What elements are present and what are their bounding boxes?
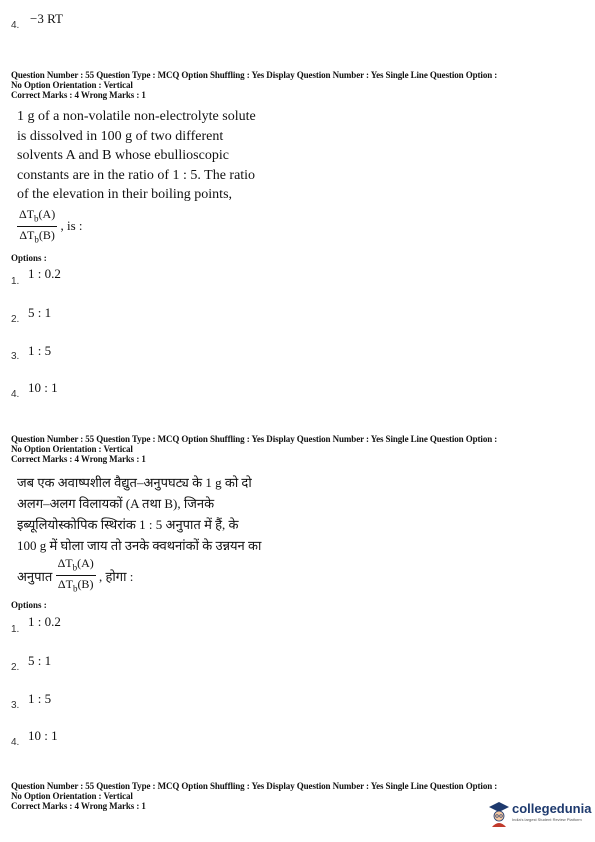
marks-line: Correct Marks : 4 Wrong Marks : 1 — [11, 90, 146, 100]
meta-line-2: No Option Orientation : Vertical — [11, 444, 133, 454]
body-line: constants are in the ratio of 1 : 5. The ratio — [17, 167, 256, 183]
question-meta — [11, 434, 591, 464]
question-body — [17, 472, 261, 556]
option-number: 2. — [11, 662, 20, 673]
option-number: 2. — [11, 314, 20, 325]
body-line: of the elevation in their boiling points, — [17, 187, 233, 202]
body-line: जब एक अवाष्पशील वैद्युत–अनुपघट्य के 1 g को दो — [17, 475, 252, 490]
option-text[interactable]: 10 : 1 — [28, 728, 58, 743]
option-number: 1. — [11, 624, 20, 635]
after-fraction-text: , होगा : — [99, 568, 134, 584]
options-label: Options : — [11, 600, 47, 610]
marks-line: Correct Marks : 4 Wrong Marks : 1 — [11, 801, 146, 811]
ratio-expression — [17, 207, 83, 247]
option-text[interactable]: 5 : 1 — [28, 305, 52, 320]
option-number: 4. — [11, 737, 20, 748]
marks-line: Correct Marks : 4 Wrong Marks : 1 — [11, 454, 146, 464]
option-text[interactable]: 1 : 0.2 — [28, 614, 61, 629]
option-number: 1. — [11, 276, 20, 287]
body-line: 100 g में घोला जाय तो उनके क्वथनांकों के उन्नयन का — [17, 538, 262, 553]
option-text: −3 RT — [30, 11, 63, 26]
option-number: 3. — [11, 700, 20, 711]
body-line: अलग–अलग विलायकों (A तथा B), जिनके — [17, 496, 215, 511]
option-text[interactable]: 1 : 0.2 — [28, 266, 61, 281]
option-number: 3. — [11, 351, 20, 362]
body-line: solvents A and B whose ebullioscopic — [17, 148, 229, 163]
fraction: $\frac{\Delta T_b(A)}{\Delta T_b(B)}$ — [19, 207, 56, 245]
option-text[interactable]: 5 : 1 — [28, 653, 52, 668]
logo-text: collegedunia — [512, 801, 592, 816]
meta-line-2: No Option Orientation : Vertical — [11, 80, 133, 90]
question-body — [17, 107, 256, 205]
meta-line-1: Question Number : 55 Question Type : MCQ Option Shuffling : Yes Display Question Number : Yes Single Line Question Option : — [11, 70, 498, 80]
option-number: 4. — [11, 389, 20, 400]
question-meta — [11, 70, 591, 100]
meta-line-1: Question Number : 55 Question Type : MCQ Option Shuffling : Yes Display Question Number : Yes Single Line Question Option : — [11, 434, 498, 444]
after-fraction-text: , is : — [60, 217, 83, 233]
graduate-icon — [488, 801, 510, 827]
before-fraction-text: अनुपात — [17, 568, 53, 584]
logo-tagline: India's largest Student Review Platform — [512, 817, 582, 822]
body-line: 1 g of a non-volatile non-electrolyte solute — [17, 109, 256, 124]
option-text[interactable]: 1 : 5 — [28, 691, 52, 706]
body-line: is dissolved in 100 g of two different — [17, 128, 224, 144]
options-label: Options : — [11, 253, 47, 263]
meta-line-1: Question Number : 55 Question Type : MCQ Option Shuffling : Yes Display Question Number : Yes Single Line Question Option : — [11, 781, 498, 791]
option-text[interactable]: 10 : 1 — [28, 380, 58, 395]
fraction: $\frac{\Delta T_b(A)}{\Delta T_b(B)}$ — [57, 556, 94, 594]
body-line: इब्यूलियोस्कोपिक स्थिरांक 1 : 5 अनुपात में हैं, के — [17, 517, 239, 532]
meta-line-2: No Option Orientation : Vertical — [11, 791, 133, 801]
option-number: 4. — [11, 20, 20, 31]
option-text[interactable]: 1 : 5 — [28, 343, 52, 358]
collegedunia-logo — [488, 799, 592, 829]
ratio-expression — [17, 556, 133, 596]
